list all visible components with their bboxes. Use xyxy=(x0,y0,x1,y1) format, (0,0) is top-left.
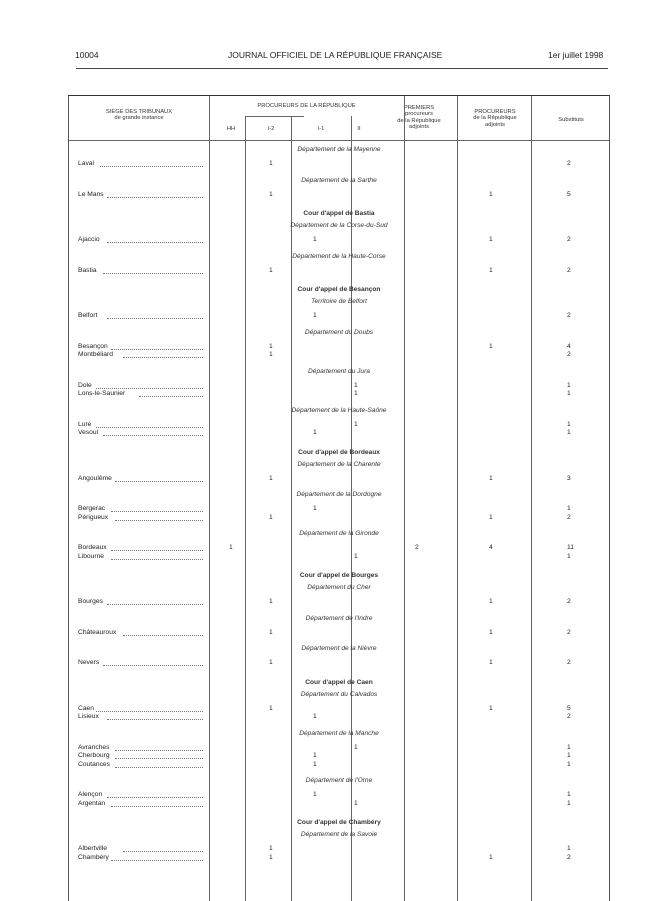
dot-leader xyxy=(103,665,203,666)
department-heading: Département du Cher xyxy=(307,584,371,591)
cell-i2: 1 xyxy=(269,342,273,350)
cell-subs: 1 xyxy=(567,381,571,389)
court-seat-name: Lure xyxy=(78,420,92,428)
court-seat-name: Alençon xyxy=(78,791,103,798)
court-seat-name: Belfort xyxy=(78,312,98,319)
cell-i1: 1 xyxy=(313,752,317,759)
col-header-adjoints-line1: PROCUREURS xyxy=(474,109,516,115)
department-heading: Département de la Manche xyxy=(299,729,379,737)
dot-leader xyxy=(107,318,203,319)
col-header-procureurs: PROCUREURS DE LA RÉPUBLIQUE xyxy=(257,103,356,109)
cell-i2: 1 xyxy=(269,659,273,666)
cell-i2: 1 xyxy=(269,513,273,521)
court-heading: Cour d'appel de Chambéry xyxy=(297,819,381,826)
court-seat-name: Montbéliard xyxy=(78,351,113,358)
issue-date: 1er juillet 1998 xyxy=(548,50,604,60)
department-heading: Département de la Haute-Corse xyxy=(292,252,386,260)
cell-ii: 1 xyxy=(354,799,358,807)
court-seat-name: Lisieux xyxy=(78,713,99,720)
department-heading: Département de la Mayenne xyxy=(297,146,381,153)
cell-ii: 1 xyxy=(354,552,358,560)
dot-leader xyxy=(103,435,203,436)
cell-hh: 1 xyxy=(229,544,233,551)
department-heading: Département du Jura xyxy=(308,367,370,375)
department-heading: Département de la Charente xyxy=(297,460,381,468)
court-seat-name: Lons-le-Saunier xyxy=(78,390,126,397)
cell-subs: 5 xyxy=(567,704,571,712)
department-heading: Département de la Nièvre xyxy=(301,645,377,652)
cell-i2: 1 xyxy=(269,266,273,274)
col-header-premiers-line2: procureurs xyxy=(405,111,433,118)
cell-i2: 1 xyxy=(269,704,273,712)
department-heading: Département du Doubs xyxy=(304,328,374,336)
court-seat-name: Bergerac xyxy=(78,505,106,512)
cell-i1: 1 xyxy=(313,713,317,720)
cell-adjoints: 1 xyxy=(489,474,493,482)
cell-i1: 1 xyxy=(313,760,317,768)
cell-subs: 1 xyxy=(567,743,571,751)
court-seat-name: Bourges xyxy=(78,598,103,605)
cell-subs: 2 xyxy=(567,853,571,861)
cell-adjoints: 1 xyxy=(489,342,493,350)
cell-subs: 2 xyxy=(567,266,571,274)
cell-adjoints: 1 xyxy=(489,190,493,198)
journal-title: JOURNAL OFFICIEL DE LA RÉPUBLIQUE FRANÇAISE xyxy=(228,50,443,60)
cell-ii: 1 xyxy=(354,743,358,751)
col-header-premiers xyxy=(381,105,457,130)
cell-i2: 1 xyxy=(269,598,273,605)
cell-adjoints: 1 xyxy=(489,236,493,243)
cell-subs: 2 xyxy=(567,713,571,720)
dot-leader xyxy=(96,388,203,389)
col-header-siege xyxy=(69,109,209,122)
cell-adjoints: 1 xyxy=(489,266,493,274)
cell-i1: 1 xyxy=(313,429,317,436)
col-header-premiers-line4: adjoints xyxy=(409,123,429,130)
dot-leader xyxy=(115,758,203,759)
dot-leader xyxy=(111,550,203,551)
cell-subs: 4 xyxy=(567,342,571,350)
dot-leader xyxy=(111,860,203,861)
dot-leader xyxy=(111,559,203,560)
cell-subs: 2 xyxy=(567,628,571,636)
cell-subs: 1 xyxy=(567,799,571,807)
cell-i2: 1 xyxy=(269,628,273,636)
header-bottom-rule xyxy=(69,140,609,141)
department-heading: Département de la Corse-du-Sud xyxy=(290,222,388,229)
col-header-i1: I-1 xyxy=(317,126,325,132)
col-header-adjoints-line2: de la République xyxy=(473,115,517,122)
court-seat-name: Angoulême xyxy=(78,474,112,482)
dot-leader xyxy=(115,520,203,521)
dot-leader xyxy=(107,604,203,605)
court-heading: Cour d'appel de Bastia xyxy=(303,210,375,217)
cell-adjoints: 1 xyxy=(489,704,493,712)
cell-i2: 1 xyxy=(269,853,273,861)
court-seat-name: Cherbourg xyxy=(78,752,110,759)
col-header-premiers-line3: de la République xyxy=(397,117,441,124)
department-heading: Territoire de Belfort xyxy=(311,298,367,305)
cell-i2: 1 xyxy=(269,474,273,482)
cell-subs: 1 xyxy=(567,791,571,798)
cell-subs: 2 xyxy=(567,351,571,358)
dot-leader xyxy=(115,767,203,768)
cell-subs: 1 xyxy=(567,429,571,436)
cell-subs: 2 xyxy=(567,513,571,521)
court-seat-name: Besançon xyxy=(78,342,108,350)
cell-subs: 2 xyxy=(567,598,571,605)
department-heading: Département de l'Orne xyxy=(305,777,373,784)
dot-leader xyxy=(100,166,204,167)
col-header-siege-line2: de grande instance xyxy=(114,115,164,122)
court-seat-name: Châteauroux xyxy=(78,628,117,636)
header-rule-group xyxy=(245,116,304,117)
cell-i2: 1 xyxy=(269,190,273,198)
department-heading: Département de la Sarthe xyxy=(301,176,377,184)
cell-i2: 1 xyxy=(269,160,273,167)
dot-leader xyxy=(103,273,203,274)
dot-leader xyxy=(107,719,203,720)
court-heading: Cour d'appel de Bourges xyxy=(299,572,379,579)
dot-leader xyxy=(107,242,203,243)
cell-subs: 2 xyxy=(567,236,571,243)
court-seat-name: Bordeaux xyxy=(78,544,107,551)
cell-subs: 1 xyxy=(567,845,571,852)
dot-leader xyxy=(111,511,203,512)
dot-leader xyxy=(115,481,203,482)
court-seat-name: Coutances xyxy=(78,760,110,768)
cell-subs: 11 xyxy=(567,544,574,551)
dot-leader xyxy=(123,635,203,636)
col-header-siege-line1: SIÈGE DES TRIBUNAUX xyxy=(105,109,173,115)
court-seat-name: Avranches xyxy=(78,743,110,751)
page-number: 10004 xyxy=(75,50,99,60)
court-seat-name: Laval xyxy=(78,160,94,167)
department-heading: Département de l'Indre xyxy=(305,614,373,622)
court-seat-name: Dole xyxy=(78,381,92,389)
cell-i2: 1 xyxy=(269,845,273,852)
cell-subs: 2 xyxy=(567,160,571,167)
department-heading: Département de la Gironde xyxy=(299,530,379,537)
court-seat-name: Albertville xyxy=(78,845,107,852)
cell-adjoints: 1 xyxy=(489,598,493,605)
cell-i1: 1 xyxy=(313,791,317,798)
cell-ii: 1 xyxy=(354,381,358,389)
court-seat-name: Caen xyxy=(78,704,94,712)
cell-subs: 1 xyxy=(567,552,571,560)
court-seat-name: Argentan xyxy=(78,799,106,807)
court-heading: Cour d'appel de Bordeaux xyxy=(298,448,380,456)
dot-leader xyxy=(111,349,203,350)
cell-premiers: 2 xyxy=(415,544,419,551)
court-seat-name: Libourne xyxy=(78,552,105,560)
dot-leader xyxy=(107,197,203,198)
court-seat-name: Périgueux xyxy=(78,513,109,521)
cell-subs: 1 xyxy=(567,505,571,512)
dot-leader xyxy=(107,797,203,798)
col-header-i2: I-2 xyxy=(267,126,275,132)
cell-adjoints: 4 xyxy=(489,544,493,551)
cell-ii: 1 xyxy=(354,390,358,397)
court-seat-name: Ajaccio xyxy=(78,236,100,243)
cell-subs: 2 xyxy=(567,312,571,319)
department-heading: Département de la Savoie xyxy=(300,831,378,838)
col-header-hh: HH xyxy=(226,126,236,132)
cell-subs: 1 xyxy=(567,752,571,759)
cell-adjoints: 1 xyxy=(489,659,493,666)
cell-subs: 5 xyxy=(567,190,571,198)
cell-subs: 1 xyxy=(567,760,571,768)
cell-subs: 3 xyxy=(567,474,571,482)
dot-leader xyxy=(139,396,204,397)
col-header-premiers-line1: PREMIERS xyxy=(403,105,435,111)
cell-i2: 1 xyxy=(269,351,273,358)
cell-i1: 1 xyxy=(313,312,317,319)
cell-adjoints: 1 xyxy=(489,628,493,636)
cell-subs: 2 xyxy=(567,659,571,666)
col-header-substituts: Substituts xyxy=(558,117,584,123)
court-heading: Cour d'appel de Caen xyxy=(305,678,373,686)
cell-subs: 1 xyxy=(567,390,571,397)
cell-subs: 1 xyxy=(567,420,571,428)
court-seat-name: Le Mans xyxy=(78,190,104,198)
header-rule xyxy=(76,68,608,69)
dot-leader xyxy=(123,357,203,358)
cell-adjoints: 1 xyxy=(489,513,493,521)
col-header-adjoints xyxy=(457,109,533,128)
cell-i1: 1 xyxy=(313,505,317,512)
cell-i1: 1 xyxy=(313,236,317,243)
department-heading: Département de la Dordogne xyxy=(296,491,382,498)
col-header-adjoints-line3: adjoints xyxy=(485,121,505,128)
cell-adjoints: 1 xyxy=(489,853,493,861)
dot-leader xyxy=(115,750,203,751)
magistrates-table xyxy=(68,95,610,901)
col-header-ii: II xyxy=(357,126,361,132)
court-seat-name: Chambéry xyxy=(78,853,109,861)
dot-leader xyxy=(123,851,203,852)
department-heading: Département du Calvados xyxy=(300,690,378,698)
dot-leader xyxy=(96,711,203,712)
cell-ii: 1 xyxy=(354,420,358,428)
court-seat-name: Nevers xyxy=(78,659,100,666)
court-heading: Cour d'appel de Besançon xyxy=(297,286,381,293)
dot-leader xyxy=(96,427,203,428)
court-seat-name: Vesoul xyxy=(78,429,99,436)
court-seat-name: Bastia xyxy=(78,266,97,274)
dot-leader xyxy=(111,806,203,807)
department-heading: Département de la Haute-Saône xyxy=(291,406,387,414)
